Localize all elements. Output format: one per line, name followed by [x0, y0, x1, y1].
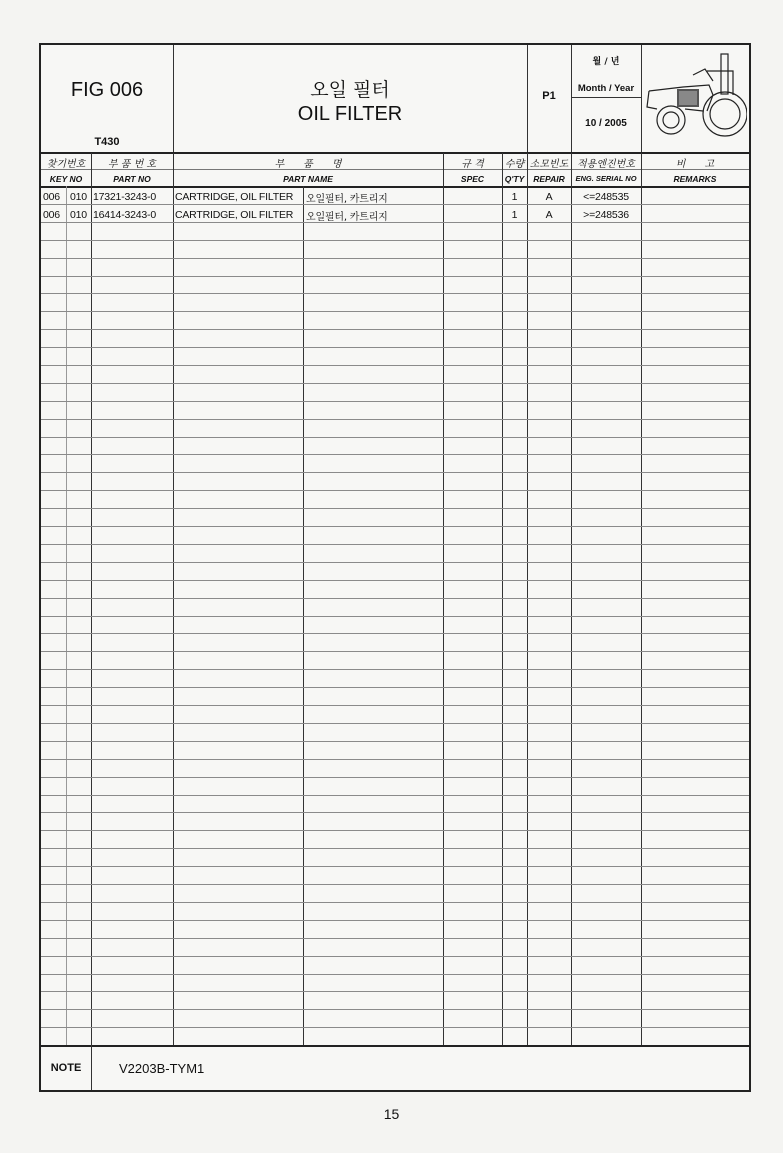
table-rule-line	[41, 293, 749, 294]
table-rule-line	[41, 830, 749, 831]
page-code: P1	[542, 90, 556, 102]
row-repair: A	[545, 209, 553, 221]
tractor-icon	[643, 51, 747, 145]
month-year-korean: 월 / 년	[592, 57, 620, 67]
table-rule-line	[41, 795, 749, 796]
model-code: T430	[94, 136, 120, 148]
row-name-en: CARTRIDGE, OIL FILTER	[175, 191, 294, 203]
table-rule-line	[41, 347, 749, 348]
row-part-no: 16414-3243-0	[93, 209, 156, 221]
header-spec-ko: 규 격	[461, 159, 484, 170]
row-serial: >=248536	[583, 209, 629, 221]
table-rule-line	[41, 616, 749, 617]
issue-date: 10 / 2005	[585, 118, 627, 129]
table-rule-line	[41, 472, 749, 473]
table-rule-line	[41, 526, 749, 527]
table-rule-line	[41, 240, 749, 241]
table-rule-line	[41, 991, 749, 992]
header-qty-ko: 수량	[504, 159, 525, 170]
header-key-ko: 찾기번호	[46, 159, 86, 170]
table-rule-line	[41, 365, 749, 366]
row-name-ko: 오일필터, 카트리지	[306, 194, 388, 205]
table-rule-line	[41, 258, 749, 259]
table-rule-line	[41, 633, 749, 634]
row-qty: 1	[511, 191, 518, 203]
row-key: 010	[70, 191, 87, 203]
header-key-en: KEY NO	[49, 174, 83, 184]
header-repair-en: REPAIR	[533, 174, 565, 184]
table-rule-line	[41, 1009, 749, 1010]
table-rule-line	[41, 884, 749, 885]
header-remarks-en: REMARKS	[673, 174, 717, 184]
table-rule-line	[41, 562, 749, 563]
table-rule-line	[41, 705, 749, 706]
table-rule-line	[41, 669, 749, 670]
table-rule-line	[41, 687, 749, 688]
table-rule-line	[41, 222, 749, 223]
table-rule-line	[41, 419, 749, 420]
figure-number: FIG 006	[70, 79, 144, 101]
table-rule-line	[41, 938, 749, 939]
table-rule-line	[41, 956, 749, 957]
month-year-label: Month / Year	[577, 83, 635, 94]
header-remarks-ko: 비 고	[675, 159, 715, 170]
title-korean: 오일 필터	[310, 79, 390, 101]
row-serial: <=248535	[583, 191, 629, 203]
table-rule-line	[41, 759, 749, 760]
row-repair: A	[545, 191, 553, 203]
table-rule-line	[41, 651, 749, 652]
table-rule-line	[41, 920, 749, 921]
note-text: V2203B-TYM1	[119, 1061, 205, 1076]
table-rule-line	[41, 437, 749, 438]
table-rule-line	[41, 1027, 749, 1028]
row-name-en: CARTRIDGE, OIL FILTER	[175, 209, 294, 221]
table-rule-line	[41, 276, 749, 277]
parts-sheet	[39, 43, 751, 1092]
page-number: 15	[383, 1106, 400, 1122]
row-key: 010	[70, 209, 87, 221]
table-rule-line	[41, 490, 749, 491]
header-part-name-en: PART NAME	[283, 174, 333, 184]
header-serial-ko: 적용엔진번호	[577, 159, 635, 170]
row-part-no: 17321-3243-0	[93, 191, 156, 203]
header-part-no-ko: 부 품 번 호	[107, 159, 157, 170]
table-rule-line	[41, 974, 749, 975]
table-rule-line	[41, 812, 749, 813]
row-fig: 006	[43, 191, 60, 203]
header-part-name-ko: 부 품 명	[274, 159, 342, 170]
note-label: NOTE	[50, 1062, 82, 1074]
row-qty: 1	[511, 209, 518, 221]
table-rule-line	[41, 598, 749, 599]
title-english: OIL FILTER	[297, 103, 403, 125]
header-serial-en: ENG. SERIAL NO	[575, 174, 637, 183]
table-rule-line	[41, 311, 749, 312]
header-repair-ko: 소모빈도	[529, 159, 569, 170]
header-part-no-en: PART NO	[113, 174, 151, 184]
table-rule-line	[41, 401, 749, 402]
table-rule-line	[41, 544, 749, 545]
table-rule-line	[41, 454, 749, 455]
header-spec-en: SPEC	[460, 174, 485, 184]
table-rule-line	[41, 383, 749, 384]
table-rule-line	[41, 741, 749, 742]
row-fig: 006	[43, 209, 60, 221]
table-rule-line	[41, 723, 749, 724]
table-rule-line	[41, 902, 749, 903]
table-rule-line	[41, 508, 749, 509]
table-rule-line	[41, 866, 749, 867]
row-name-ko: 오일필터, 카트리지	[306, 212, 388, 223]
table-rule-line	[41, 329, 749, 330]
table-rule-line	[41, 777, 749, 778]
header-qty-en: Q'TY	[504, 174, 525, 184]
table-rule-line	[41, 848, 749, 849]
table-rule-line	[41, 204, 749, 205]
table-rule-line	[41, 580, 749, 581]
